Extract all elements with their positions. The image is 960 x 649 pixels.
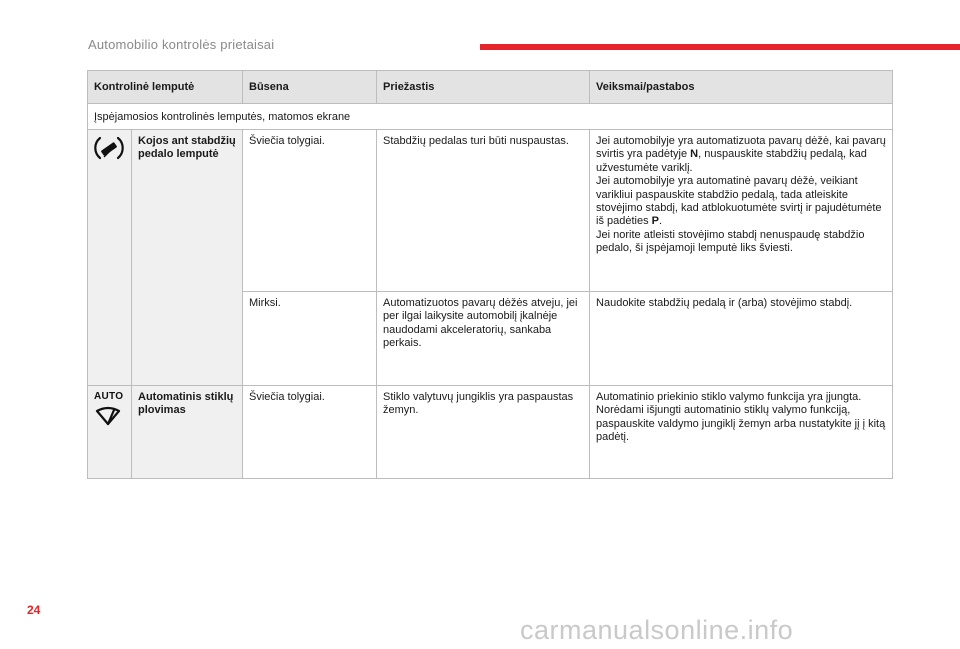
action-paragraph: Jei norite atleisti stovėjimo stabdį nenuspaudę stabdžio pedalo, ši įspėjamoji lemputė liks šviesti. — [596, 228, 865, 255]
lamp-action — [590, 386, 893, 479]
table-header-row — [88, 71, 893, 104]
lamp-icon-cell — [88, 386, 132, 479]
auto-wiper-icon — [94, 404, 122, 430]
lamp-cause: Automatizuotos pavarų dėžės atveju, jei per ilgai laikysite automobilį įkalnėje naudodami akceleratorių, sankaba perkais. — [377, 292, 590, 386]
action-text: . — [659, 215, 663, 228]
brake-pedal-icon — [94, 135, 124, 165]
table-row — [88, 130, 893, 292]
header-accent-bar — [480, 44, 960, 50]
lamp-cause: Stabdžių pedalas turi būti nuspaustas. — [377, 130, 590, 292]
column-header-cause: Priežastis — [377, 71, 590, 104]
lamp-state: Šviečia tolygiai. — [243, 130, 377, 292]
lamp-state: Mirksi. — [243, 292, 377, 386]
page-number: 24 — [27, 603, 41, 617]
column-header-lamp: Kontrolinė lemputė — [88, 71, 243, 104]
section-row — [88, 104, 893, 130]
action-keyword: N — [690, 148, 699, 161]
action-text: Jei automobilyje yra automatinė pavarų dėžė, veikiant varikliui paspauskite stabdžio pedalą, tada atleiskite stovėjimo stabdį, kad atblokuotumėte svirtį ir pajudėtumėte iš padėties — [596, 175, 882, 228]
lamp-icon-cell — [88, 130, 132, 386]
action-paragraph: Norėdami išjungti automatinio stiklų valymo funkciją, paspauskite valdymo jungiklį žemyn arba nustatykite jį į kitą padėtį. — [596, 404, 886, 444]
action-paragraph: Naudokite stabdžių pedalą ir (arba) stovėjimo stabdį. — [596, 297, 853, 309]
action-text: Jei automobilyje yra automatizuota pavarų dėžė, kai pavarų svirtis yra padėtyje — [596, 135, 886, 161]
action-paragraph — [596, 135, 886, 175]
column-header-state: Būsena — [243, 71, 377, 104]
action-text: , nuspauskite stabdžių pedalą, kad užvestumėte variklį. — [596, 148, 867, 174]
lamp-name: Kojos ant stabdžių pedalo lemputė — [132, 130, 243, 386]
column-header-action: Veiksmai/pastabos — [590, 71, 893, 104]
auto-label: AUTO — [94, 391, 124, 402]
watermark: carmanualsonline.info — [520, 615, 794, 645]
action-keyword: P — [651, 215, 660, 228]
section-label: Įspėjamosios kontrolinės lemputės, matomos ekrane — [88, 104, 893, 130]
warning-lamps-table — [87, 70, 893, 479]
page-header-title: Automobilio kontrolės prietaisai — [88, 37, 275, 52]
table-row — [88, 386, 893, 479]
lamp-name: Automatinis stiklų plovimas — [132, 386, 243, 479]
action-paragraph: Automatinio priekinio stiklo valymo funkcija yra įjungta. — [596, 391, 862, 403]
lamp-state: Šviečia tolygiai. — [243, 386, 377, 479]
lamp-cause: Stiklo valytuvų jungiklis yra paspaustas žemyn. — [377, 386, 590, 479]
lamp-action — [590, 130, 893, 292]
action-paragraph — [596, 175, 886, 229]
lamp-action — [590, 292, 893, 386]
